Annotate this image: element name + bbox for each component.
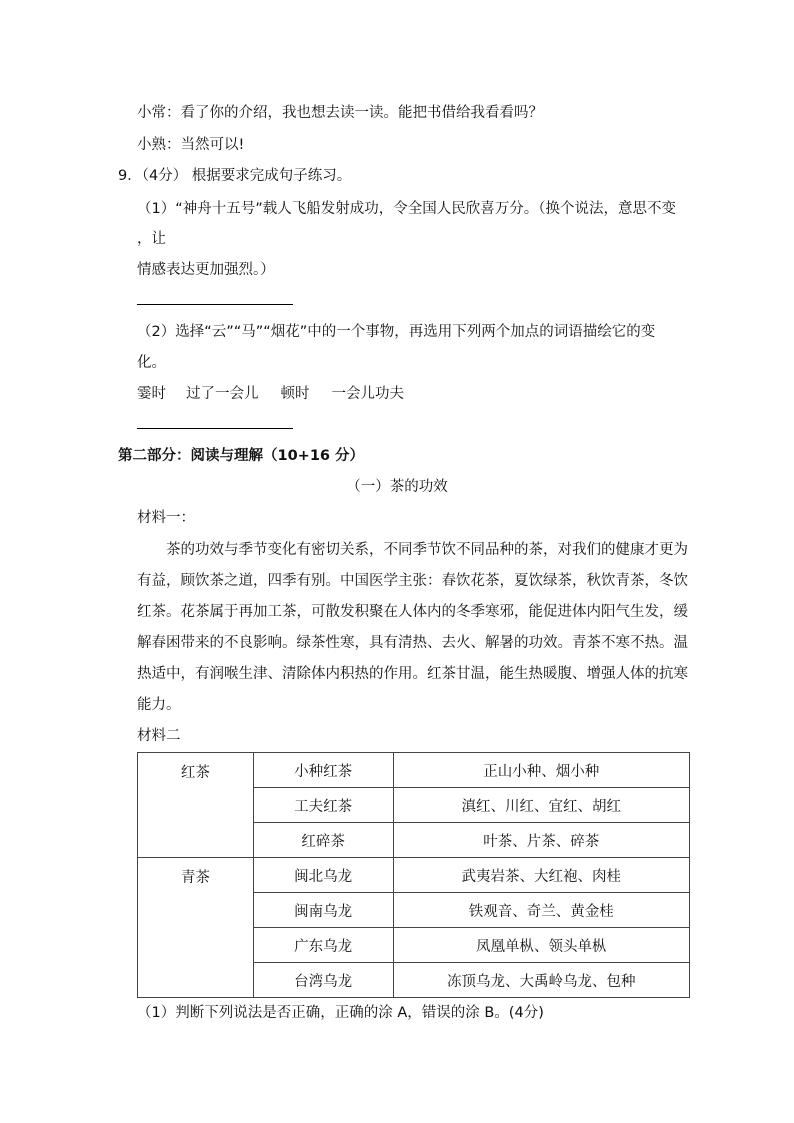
sub-question-1: （1）判断下列说法是否正确，正确的涂 A，错误的涂 B。(4分) — [137, 1005, 544, 1021]
table-examples-cell: 滇红、川红、宜红、胡红 — [393, 788, 689, 823]
table-examples-cell: 正山小种、烟小种 — [393, 753, 689, 788]
dialogue-line-1: 小常：看了你的介绍，我也想去读一读。能把书借给我看看吗？ — [137, 105, 543, 121]
material-1-paragraph: 茶的功效与季节变化有密切关系，不同季节饮不同品种的茶，对我们的健康才更为 — [166, 542, 688, 558]
word-choices — [137, 384, 404, 404]
question-9-part2-text-end: 化。 — [137, 355, 166, 371]
word-choice: 霎时 — [137, 386, 166, 402]
word-choice: 一会儿功夫 — [331, 386, 404, 402]
material-2-label: 材料二 — [137, 728, 181, 744]
table-examples-cell: 冻顶乌龙、大禹岭乌龙、包种 — [393, 963, 689, 998]
section-heading: 第二部分：阅读与理解（10+16 分） — [118, 448, 365, 464]
table-type-cell: 广东乌龙 — [253, 928, 393, 963]
question-9-part1-text-end: 情感表达更加强烈。） — [137, 262, 275, 278]
word-choice: 过了一会儿 — [186, 386, 259, 402]
material-1-label: 材料一： — [137, 510, 195, 526]
table-row — [138, 753, 690, 788]
answer-blank-1[interactable] — [137, 304, 293, 305]
table-type-cell: 台湾乌龙 — [253, 963, 393, 998]
material-1-paragraph: 有益，顾饮茶之道，四季有别。中国医学主张：春饮花茶，夏饮绿茶，秋饮青茶，冬饮 — [137, 573, 688, 589]
question-9-part1-text: （1）“神舟十五号”载人飞船发射成功，令全国人民欣喜万分。（换个说法，意思不变 — [137, 201, 676, 217]
material-1-paragraph: 红茶。花茶属于再加工茶，可散发积聚在人体内的冬季寒邪，能促进体内阳气生发，缓 — [137, 604, 688, 620]
table-category-cell: 红茶 — [138, 753, 254, 858]
table-type-cell: 闽北乌龙 — [253, 858, 393, 893]
table-type-cell: 工夫红茶 — [253, 788, 393, 823]
table-examples-cell: 凤凰单枞、领头单枞 — [393, 928, 689, 963]
question-9-header: 9．（4分） 根据要求完成句子练习。 — [118, 168, 352, 184]
tea-classification-table — [137, 752, 690, 998]
word-choice: 顿时 — [280, 386, 310, 402]
table-category-cell: 青茶 — [138, 858, 254, 998]
table-row — [138, 858, 690, 893]
question-9-part2-text: （2）选择“云”“马”“烟花”中的一个事物，再选用下列两个加点的词语描绘它的变 — [137, 324, 656, 340]
table-type-cell: 小种红茶 — [253, 753, 393, 788]
dialogue-line-2: 小熟：当然可以! — [137, 137, 245, 153]
passage-title: （一）茶的功效 — [346, 479, 448, 495]
table-examples-cell: 武夷岩茶、大红袍、肉桂 — [393, 858, 689, 893]
material-1-paragraph: 能力。 — [137, 697, 181, 713]
material-1-paragraph: 解春困带来的不良影响。绿茶性寒，具有清热、去火、解暑的功效。青茶不寒不热。温 — [137, 635, 688, 651]
table-examples-cell: 叶茶、片茶、碎茶 — [393, 823, 689, 858]
answer-blank-2[interactable] — [137, 428, 293, 429]
table-type-cell: 红碎茶 — [253, 823, 393, 858]
table-type-cell: 闽南乌龙 — [253, 893, 393, 928]
question-9-part1-text-cont: ，让 — [137, 231, 166, 247]
table-examples-cell: 铁观音、奇兰、黄金桂 — [393, 893, 689, 928]
material-1-paragraph: 热适中，有润喉生津、清除体内积热的作用。红茶甘温，能生热暖腹、增强人体的抗寒 — [137, 666, 688, 682]
